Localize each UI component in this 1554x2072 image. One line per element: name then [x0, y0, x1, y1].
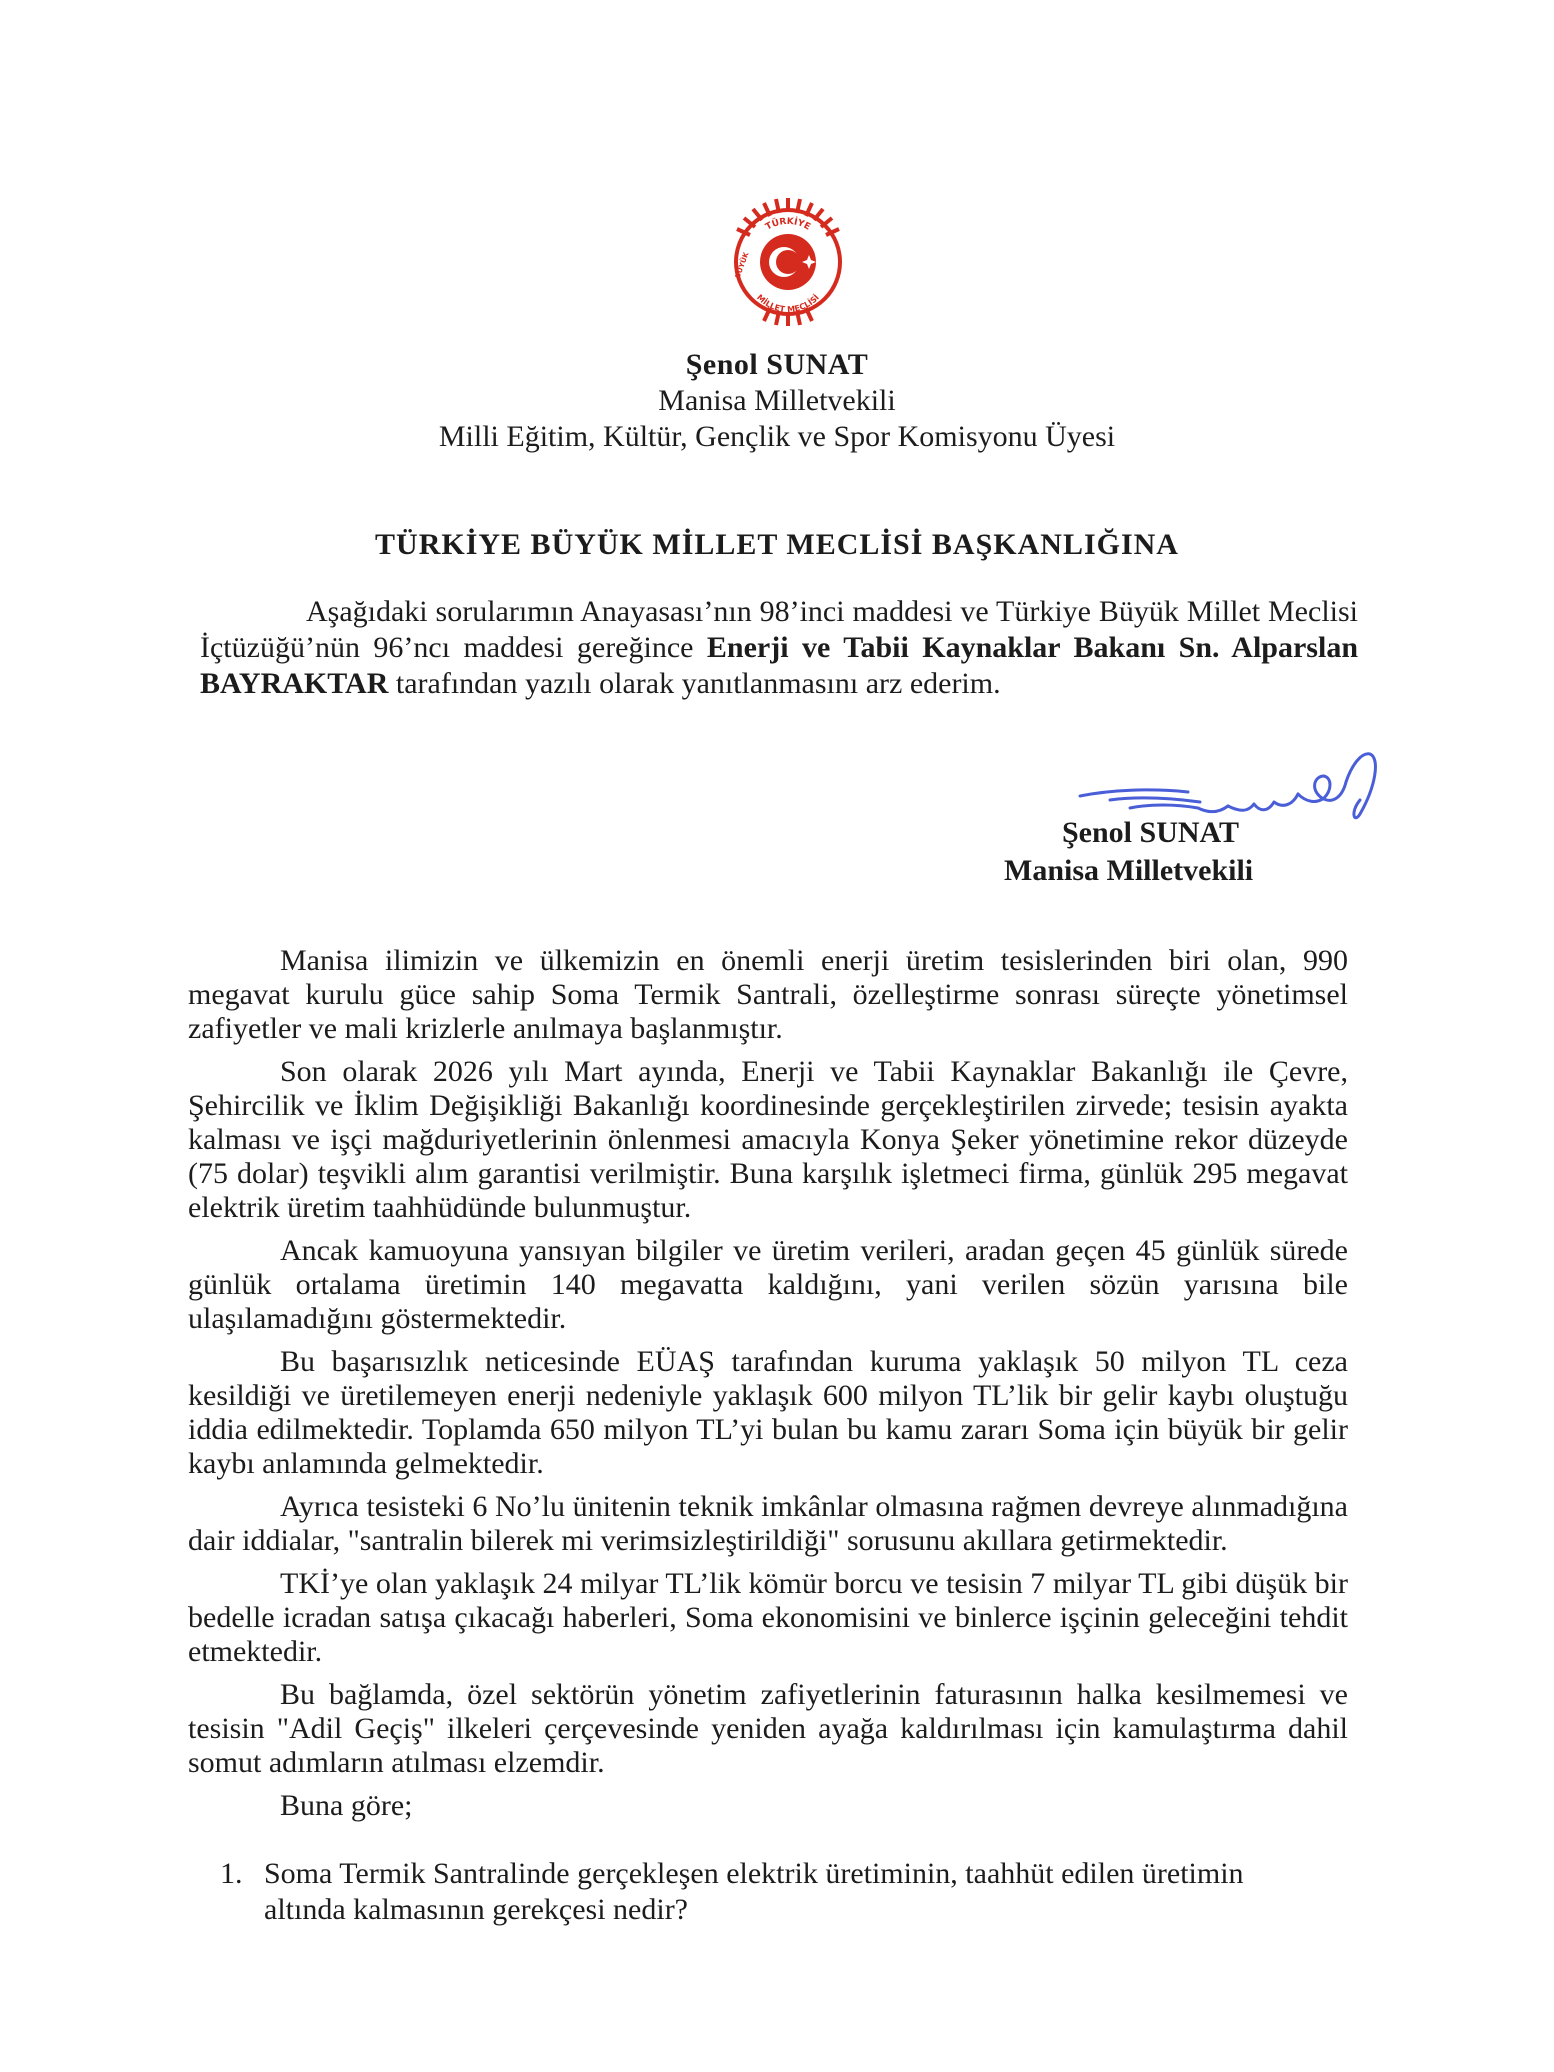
seal-left-text: BÜYÜK — [733, 251, 751, 280]
seal-top-text: TÜRKİYE — [764, 216, 812, 233]
body-paragraph: Ancak kamuoyuna yansıyan bilgiler ve üretim verileri, aradan geçen 45 günlük sürede günlük ortalama üretimin 140 megavatta kaldığını, yani verilen sözün yarısına bile ulaşılamadığını göstermektedir. — [188, 1234, 1348, 1335]
intro-text-before: Aşağıdaki sorularımın Anayasası’nın 98’inci maddesi ve Türkiye Büyük Millet Meclisi İçtüzüğü’nün 96’ncı maddesi gereğince — [200, 595, 1358, 664]
body-paragraph: TKİ’ye olan yaklaşık 24 milyar TL’lik kömür borcu ve tesisin 7 milyar TL gibi düşük bir bedelle icradan satışa çıkacağı haberleri, Soma ekonomisini ve binlerce işçinin geleceğini tehdit etmektedir. — [188, 1567, 1348, 1668]
body-paragraph: Ayrıca tesisteki 6 No’lu ünitenin teknik imkânlar olmasına rağmen devreye alınmadığına dair iddialar, "santralin bilerek mi verimsizleştirildiği" sorusunu akıllara getirmektedir. — [188, 1490, 1348, 1557]
addressee-title: TÜRKİYE BÜYÜK MİLLET MECLİSİ BAŞKANLIĞINA — [375, 528, 1179, 561]
question-number: 1. — [220, 1857, 243, 1890]
tbmm-seal-logo — [722, 196, 854, 328]
sender-name: Şenol SUNAT — [685, 348, 869, 381]
intro-text-after: tarafından yazılı olarak yanıtlanmasını arz ederim. — [388, 667, 1001, 700]
body-paragraph: Bu bağlamda, özel sektörün yönetim zafiyetlerinin faturasının halka kesilmemesi ve tesisin "Adil Geçiş" ilkeleri çerçevesinde yeniden ayağa kaldırılması için kamulaştırma dahil somut adımların atılması elzemdir. — [188, 1678, 1348, 1779]
body-paragraph: Son olarak 2026 yılı Mart ayında, Enerji ve Tabii Kaynaklar Bakanlığı ile Çevre, Şehircilik ve İklim Değişikliği Bakanlığı koordinesinde gerçekleştirilen zirvede; tesisin ayakta kalması ve işçi mağduriyetlerinin önlenmesi amacıyla Konya Şeker yönetimine rekor düzeyde (75 dolar) teşvikli alım garantisi verilmiştir. Buna karşılık işletmeci firma, günlük 295 megavat elektrik üretim taahhüdünde bulunmuştur. — [188, 1055, 1348, 1224]
sender-committee: Milli Eğitim, Kültür, Gençlik ve Spor Komisyonu Üyesi — [438, 420, 1116, 453]
question-text: Soma Termik Santralinde gerçekleşen elektrik üretiminin, taahhüt edilen üretimin altında kalmasının gerekçesi nedir? — [264, 1857, 1244, 1926]
intro-paragraph — [200, 594, 1358, 702]
sender-role: Manisa Milletvekili — [658, 384, 896, 417]
signature-role: Manisa Milletvekili — [1004, 854, 1254, 887]
seal-bottom-text: MİLLET MECLİSİ — [755, 292, 821, 315]
body-paragraph: Manisa ilimizin ve ülkemizin en önemli enerji üretim tesislerinden biri olan, 990 megavat kurulu güce sahip Soma Termik Santrali, özelleştirme sonrası süreçte yönetimsel zafiyetler ve mali krizlerle anılmaya başlanmıştır. — [188, 944, 1348, 1045]
signature-name: Şenol SUNAT — [1062, 816, 1239, 849]
intro-minister: Enerji ve Tabii Kaynaklar Bakanı Sn. Alparslan BAYRAKTAR — [200, 631, 1358, 700]
body-paragraph: Bu başarısızlık neticesinde EÜAŞ tarafından kuruma yaklaşık 50 milyon TL ceza kesildiği ve üretilemeyen enerji nedeniyle yaklaşık 600 milyon TL’lik bir gelir kaybı oluştuğu iddia edilmektedir. Toplamda 650 milyon TL’yi bulan bu kamu zararı Soma için büyük bir gelir kaybı anlamında gelmektedir. — [188, 1345, 1348, 1480]
letter-body — [188, 944, 1348, 1832]
body-paragraph: Buna göre; — [280, 1789, 413, 1822]
question-list — [220, 1856, 1330, 1928]
question-item — [220, 1856, 1330, 1928]
